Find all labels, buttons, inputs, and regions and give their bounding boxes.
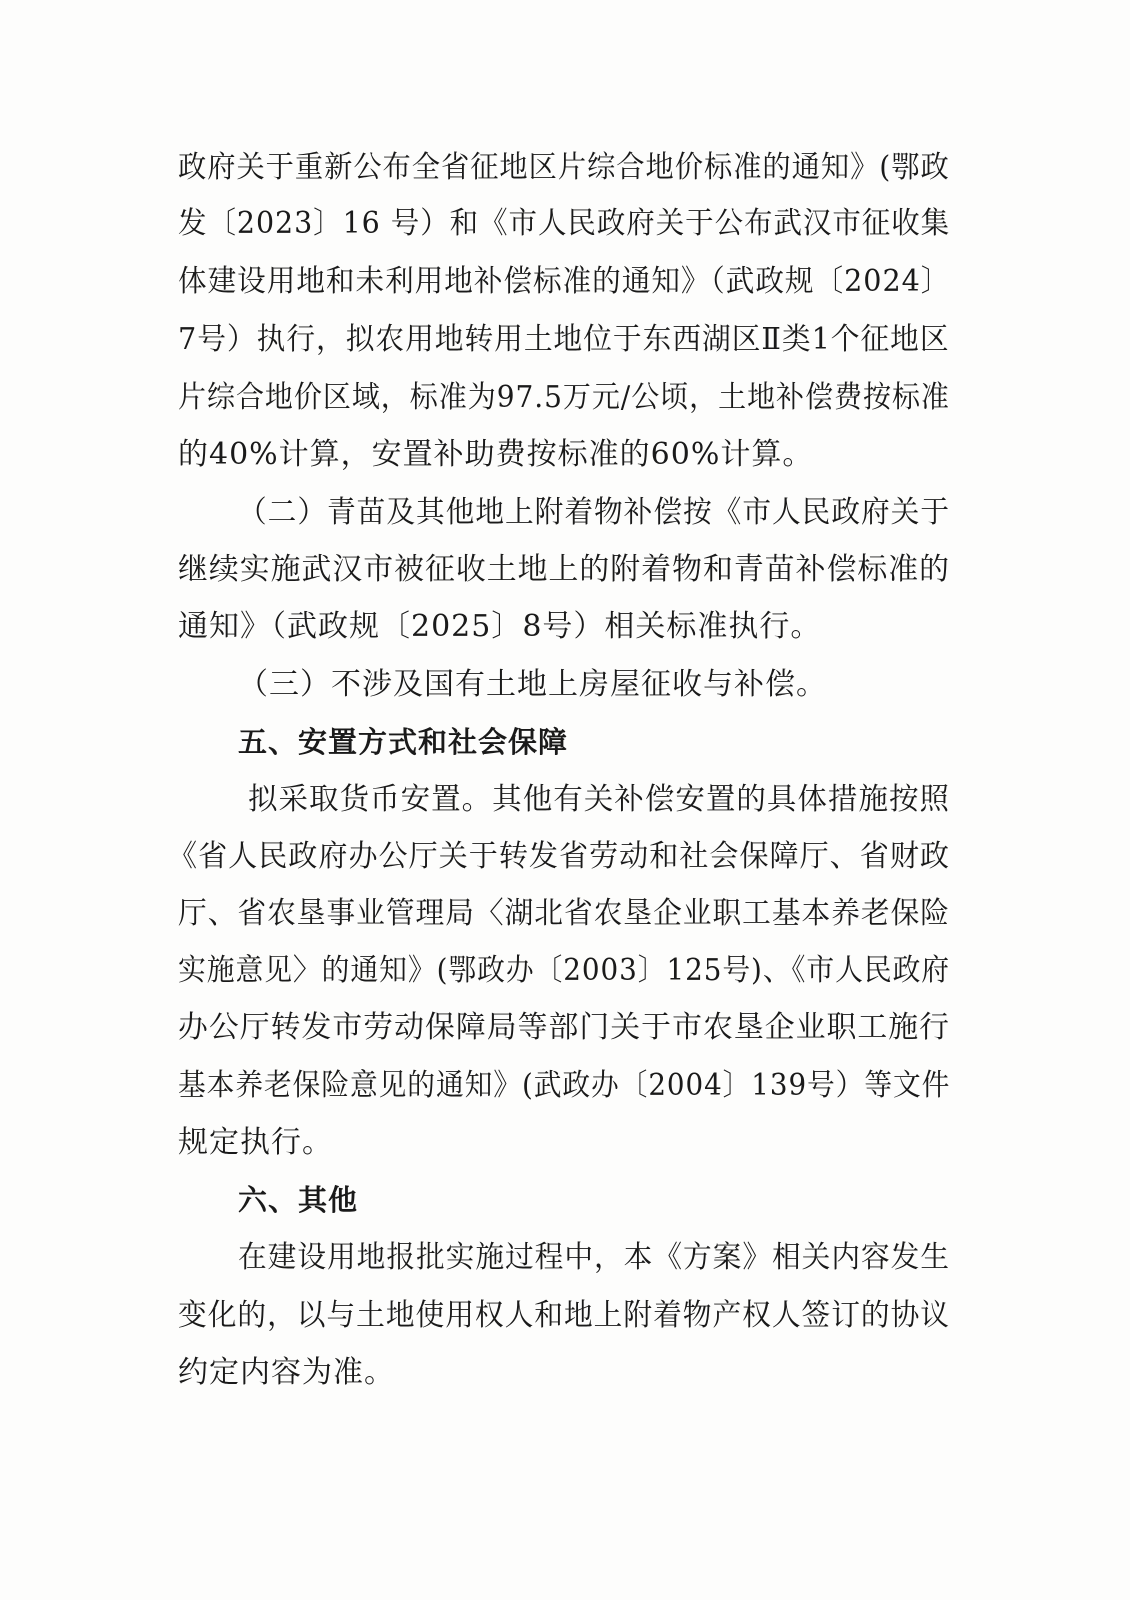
paragraph-line: 体建设用地和未利用地补偿标准的通知》（武政规〔2024〕 [178, 264, 951, 299]
paragraph-line: 厅、省农垦事业管理局〈湖北省农垦企业职工基本养老保险 [178, 896, 950, 931]
section-heading-5: 五、安置方式和社会保障 [238, 725, 569, 759]
paragraph-line: （三）不涉及国有土地上房屋征收与补偿。 [238, 667, 827, 702]
paragraph-line: 办公厅转发市劳动保障局等部门关于市农垦企业职工施行 [178, 1010, 950, 1045]
paragraph-line: 《省人民政府办公厅关于转发省劳动和社会保障厅、省财政 [168, 839, 950, 874]
paragraph-line: 实施意见〉的通知》(鄂政办〔2003〕125号)、《市人民政府 [178, 953, 951, 988]
paragraph-line: 片综合地价区域，标准为97.5万元/公顷，土地补偿费按标准 [178, 380, 950, 415]
paragraph-line: 约定内容为准。 [178, 1355, 395, 1390]
paragraph-line: 7号）执行，拟农用地转用土地位于东西湖区Ⅱ类1个征地区 [178, 322, 950, 357]
paragraph-line: 继续实施武汉市被征收土地上的附着物和青苗补偿标准的 [178, 552, 950, 587]
paragraph-line: 变化的，以与土地使用权人和地上附着物产权人签订的协议 [178, 1298, 950, 1333]
paragraph-line: 政府关于重新公布全省征地区片综合地价标准的通知》(鄂政 [178, 150, 950, 185]
section-heading-6: 六、其他 [238, 1183, 359, 1217]
paragraph-line: 在建设用地报批实施过程中，本《方案》相关内容发生 [238, 1240, 951, 1275]
paragraph-line: 规定执行。 [178, 1125, 333, 1160]
paragraph-line: 基本养老保险意见的通知》(武政办〔2004〕139号）等文件 [178, 1068, 951, 1103]
paragraph-line: 的40%计算，安置补助费按标准的60%计算。 [178, 437, 814, 472]
paragraph-line: （二）青苗及其他地上附着物补偿按《市人民政府关于 [238, 495, 951, 530]
paragraph-line: 通知》（武政规〔2025〕8号）相关标准执行。 [178, 609, 822, 644]
paragraph-line: 发〔2023〕16 号）和《市人民政府关于公布武汉市征收集 [178, 206, 951, 241]
paragraph-line: 拟采取货币安置。其他有关补偿安置的具体措施按照 [248, 782, 951, 817]
